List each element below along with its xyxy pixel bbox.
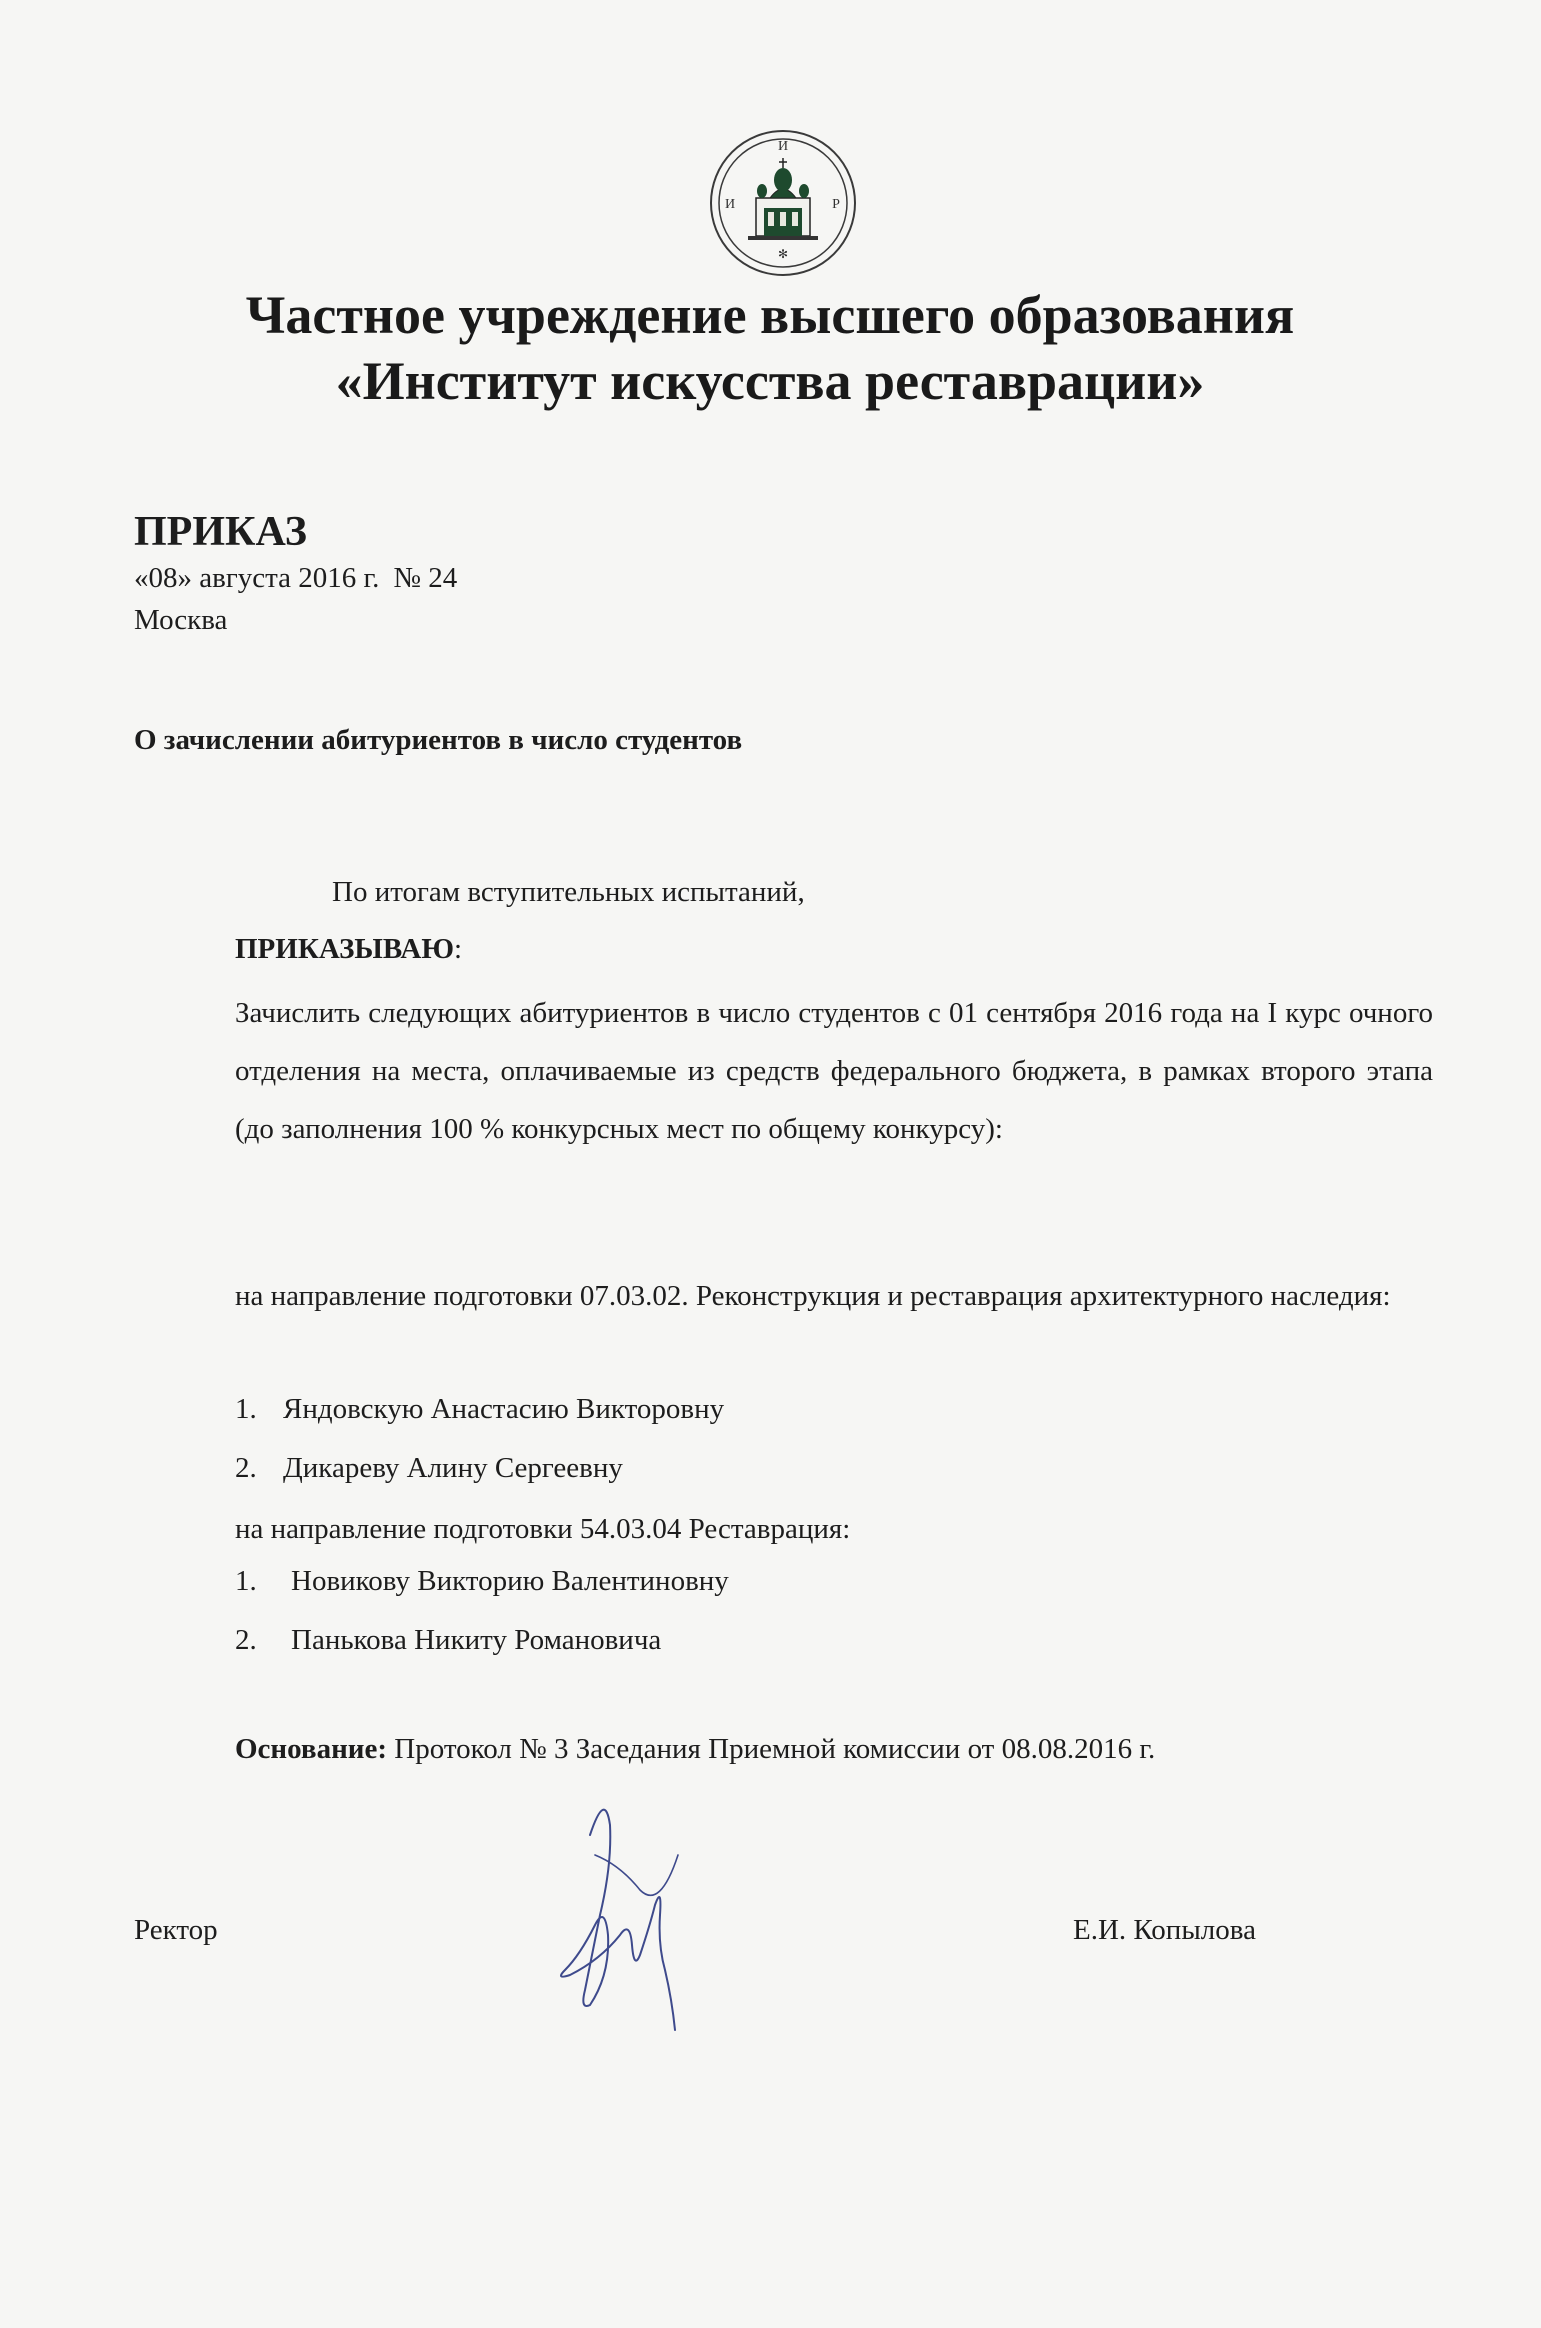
order-city: Москва bbox=[134, 604, 228, 636]
decree-colon: : bbox=[453, 933, 463, 965]
list-number: 2. bbox=[235, 1452, 257, 1484]
institute-emblem-logo bbox=[708, 128, 858, 278]
order-date: «08» августа 2016 г. bbox=[134, 562, 380, 594]
basis-line bbox=[235, 1733, 1433, 1766]
order-number: № 24 bbox=[393, 562, 458, 594]
student-name: Новикову Викторию Валентиновну bbox=[291, 1565, 729, 1597]
student-name: Яндовскую Анастасию Викторовну bbox=[283, 1393, 725, 1425]
list-item bbox=[235, 1452, 623, 1485]
svg-text:И: И bbox=[777, 139, 789, 154]
institution-name bbox=[120, 282, 1420, 414]
enroll-paragraph: Зачислить следующих абитуриентов в число студентов с 01 сентября 2016 года на I курс очного отделения на места, оплачиваемые из средств федерального бюджета, в рамках второго этапа (до заполнения 100 % конкурсных мест по общему конкурсу): bbox=[235, 997, 1433, 1145]
order-subject: О зачислении абитуриентов в число студентов bbox=[134, 724, 743, 756]
student-name: Дикареву Алину Сергеевну bbox=[283, 1452, 623, 1484]
rector-title: Ректор bbox=[134, 1914, 218, 1946]
rector-signature bbox=[550, 1795, 700, 2040]
basis-label: Основание: bbox=[235, 1733, 388, 1765]
list-number: 1. bbox=[235, 1393, 257, 1425]
order-title: ПРИКАЗ bbox=[134, 509, 307, 555]
list-item bbox=[235, 1565, 729, 1598]
basis-text: Протокол № 3 Заседания Приемной комиссии от 08.08.2016 г. bbox=[394, 1733, 1156, 1765]
institution-line-2: «Институт искусства реставрации» bbox=[335, 351, 1205, 411]
order-date-line bbox=[134, 562, 457, 595]
list-item bbox=[235, 1624, 661, 1657]
svg-text:Р: Р bbox=[832, 197, 840, 212]
student-name: Панькова Никиту Романовича bbox=[291, 1624, 662, 1656]
decree-heading bbox=[235, 933, 1433, 966]
intro-text: По итогам вступительных испытаний, bbox=[332, 876, 805, 908]
list-item bbox=[235, 1393, 724, 1426]
institution-line-1: Частное учреждение высшего образования bbox=[245, 285, 1295, 345]
direction-1-heading: на направление подготовки 07.03.02. Реконструкция и реставрация архитектурного наследия: bbox=[235, 1280, 1391, 1312]
rector-name: Е.И. Копылова bbox=[1073, 1914, 1256, 1946]
svg-text:И: И bbox=[724, 197, 736, 212]
direction-2-heading: на направление подготовки 54.03.04 Реставрация: bbox=[235, 1513, 851, 1545]
list-number: 1. bbox=[235, 1565, 257, 1597]
svg-text:✻: ✻ bbox=[777, 247, 789, 261]
decree-word: ПРИКАЗЫВАЮ bbox=[235, 933, 454, 965]
list-number: 2. bbox=[235, 1624, 257, 1656]
